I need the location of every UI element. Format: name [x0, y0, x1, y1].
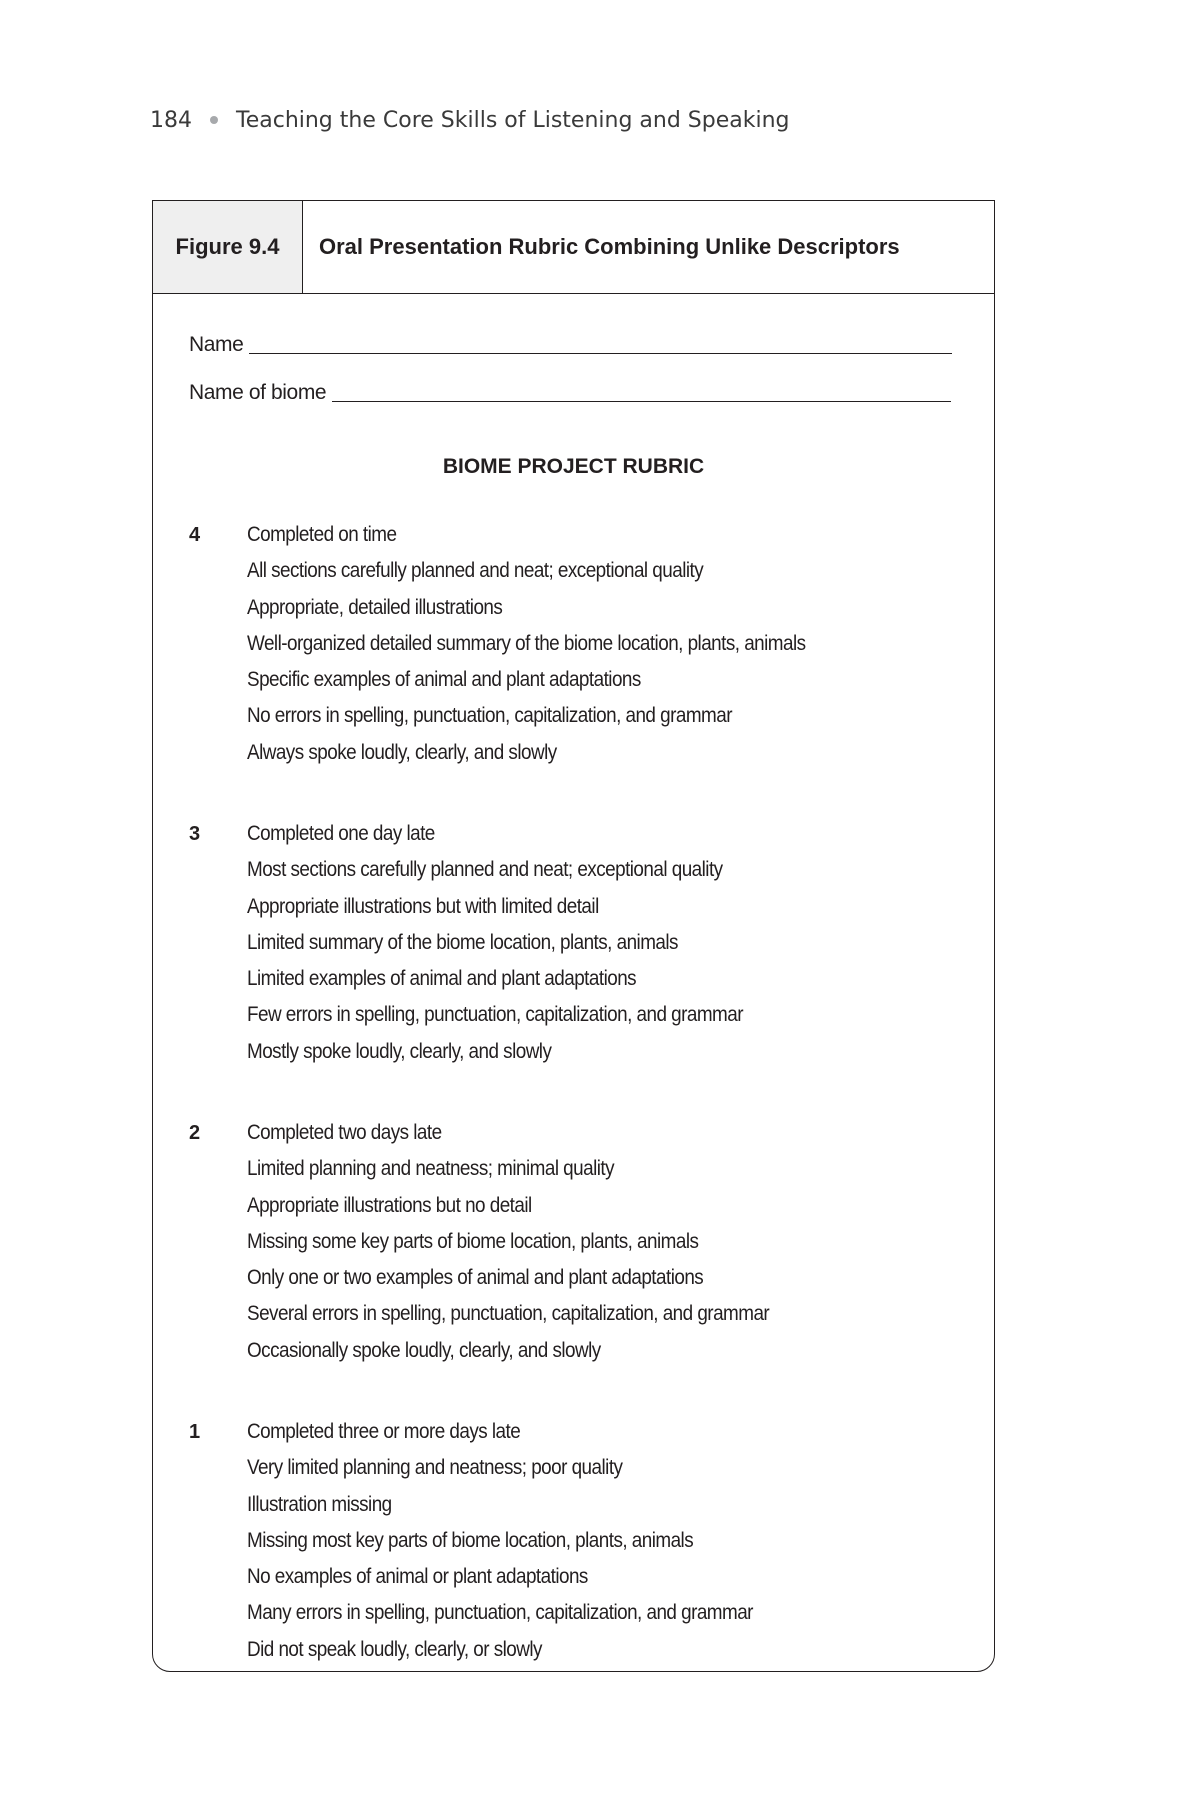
descriptor-item: Completed three or more days late	[247, 1420, 521, 1443]
level-score: 2	[189, 1122, 201, 1144]
descriptor-item: Missing some key parts of biome location, plants, animals	[247, 1229, 699, 1253]
descriptor-item: Missing most key parts of biome location, plants, animals	[247, 1528, 694, 1552]
biome-name-label: Name of biome	[189, 381, 327, 404]
book-title: Teaching the Core Skills of Listening and Speaking	[236, 108, 790, 133]
level-descriptors	[247, 517, 868, 771]
descriptor-item: Occasionally spoke loudly, clearly, and slowly	[247, 1338, 601, 1362]
descriptor-item: All sections carefully planned and neat; exceptional quality	[247, 559, 704, 583]
descriptor-item: Limited summary of the biome location, plants, animals	[247, 930, 678, 954]
descriptor-item: Limited examples of animal and plant adaptations	[247, 967, 637, 991]
descriptor-item: Only one or two examples of animal and plant adaptations	[247, 1266, 704, 1290]
descriptor-item: Did not speak loudly, clearly, or slowly	[247, 1637, 542, 1661]
name-field[interactable]	[189, 333, 952, 357]
descriptor-item: Completed on time	[247, 523, 397, 546]
figure-header	[153, 201, 994, 294]
bullet-separator-icon	[210, 116, 218, 124]
descriptor-item: Illustration missing	[247, 1492, 392, 1516]
running-head	[150, 108, 790, 133]
biome-name-blank-line[interactable]	[332, 401, 951, 402]
name-blank-line[interactable]	[249, 353, 952, 354]
level-descriptors	[247, 1115, 827, 1369]
descriptor-item: Specific examples of animal and plant adaptations	[247, 668, 641, 692]
descriptor-item: Mostly spoke loudly, clearly, and slowly	[247, 1039, 552, 1063]
descriptor-item: Most sections carefully planned and neat; exceptional quality	[247, 858, 723, 882]
descriptor-item: Appropriate illustrations but no detail	[247, 1193, 532, 1217]
level-descriptors	[247, 816, 798, 1070]
descriptor-item: Well-organized detailed summary of the biome location, plants, animals	[247, 631, 806, 655]
descriptor-item: Very limited planning and neatness; poor quality	[247, 1456, 623, 1480]
figure-label: Figure 9.4	[153, 201, 303, 293]
descriptor-item: Appropriate, detailed illustrations	[247, 595, 503, 619]
level-descriptors	[247, 1414, 809, 1668]
name-label: Name	[189, 333, 244, 356]
descriptor-item: Many errors in spelling, punctuation, capitalization, and grammar	[247, 1601, 753, 1625]
descriptor-item: No errors in spelling, punctuation, capitalization, and grammar	[247, 704, 732, 728]
descriptor-item: Few errors in spelling, punctuation, capitalization, and grammar	[247, 1003, 743, 1027]
descriptor-item: Several errors in spelling, punctuation, capitalization, and grammar	[247, 1302, 770, 1326]
figure-box	[152, 200, 995, 1672]
descriptor-item: Always spoke loudly, clearly, and slowly	[247, 740, 557, 764]
level-score: 1	[189, 1421, 201, 1443]
descriptor-item: Limited planning and neatness; minimal quality	[247, 1157, 615, 1181]
descriptor-item: No examples of animal or plant adaptations	[247, 1565, 588, 1589]
level-score: 3	[189, 823, 201, 845]
level-score: 4	[189, 524, 201, 546]
rubric-title: BIOME PROJECT RUBRIC	[442, 455, 705, 478]
page-number: 184	[150, 108, 192, 133]
figure-title: Oral Presentation Rubric Combining Unlike Descriptors	[319, 234, 900, 259]
descriptor-item: Completed one day late	[247, 822, 435, 845]
biome-name-field[interactable]	[189, 381, 951, 405]
descriptor-item: Completed two days late	[247, 1121, 442, 1144]
descriptor-item: Appropriate illustrations but with limited detail	[247, 894, 599, 918]
